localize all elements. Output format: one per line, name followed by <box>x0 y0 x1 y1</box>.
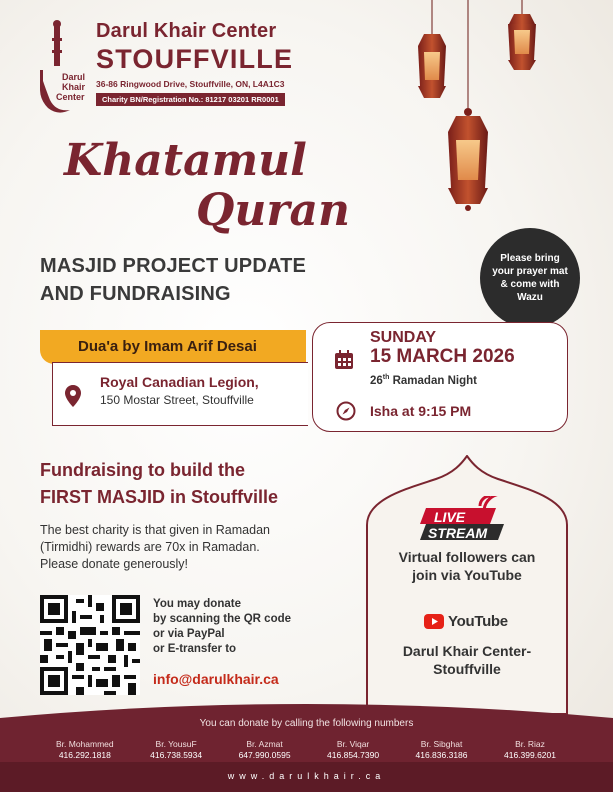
donate-email-link[interactable]: info@darulkhair.ca <box>153 671 279 687</box>
contact-item <box>239 739 291 761</box>
charity-number: Charity BN/Registration No.: 81217 03201 RR0001 <box>96 93 285 106</box>
prayer-time: Isha at 9:15 PM <box>370 403 472 419</box>
footer-caption: You can donate by calling the following numbers <box>199 718 414 729</box>
contact-name: Br. Viqar <box>336 739 370 749</box>
night-suffix: th <box>382 374 390 381</box>
venue-name: Royal Canadian Legion, <box>100 374 259 390</box>
event-date: 15 MARCH 2026 <box>370 346 515 367</box>
fundraising-body-line-2: (Tirmidhi) rewards are 70x in Ramadan. <box>40 540 260 554</box>
donate-instructions <box>153 597 291 657</box>
map-pin-icon <box>64 384 82 408</box>
contact-name: Br. Azmat <box>246 739 283 749</box>
subtitle <box>40 252 306 308</box>
website-link[interactable]: www.darulkhair.ca <box>227 771 386 781</box>
contact-item <box>150 739 202 761</box>
night-number: 26 <box>370 374 383 387</box>
event-day: SUNDAY <box>370 329 437 346</box>
contact-item <box>504 739 556 761</box>
contact-item <box>327 739 379 761</box>
virtual-followers-text <box>366 548 568 584</box>
virtual-line-2: join via YouTube <box>412 567 522 583</box>
fundraising-heading-line-1: Fundraising to build the <box>40 460 245 480</box>
contact-phone[interactable]: 416.836.3186 <box>415 750 468 760</box>
fundraising-body-line-3: Please donate generously! <box>40 557 189 571</box>
fundraising-heading <box>40 457 278 511</box>
donate-line-4: or E-transfer to <box>153 643 237 655</box>
youtube-label: YouTube <box>448 613 508 630</box>
channel-line-1: Darul Khair Center- <box>402 643 532 659</box>
contact-phone[interactable]: 647.990.0595 <box>238 750 291 760</box>
org-address: 36-86 Ringwood Drive, Stouffville, ON, L4A1C3 <box>96 79 285 89</box>
calendar-icon <box>334 350 354 370</box>
lantern-illustration <box>400 0 613 230</box>
prayer-mat-note: Please bring your prayer mat & come with Wazu <box>480 228 580 328</box>
ramadan-night <box>370 374 477 387</box>
contact-name: Br. YousuF <box>155 739 197 749</box>
contact-name: Br. Sibghat <box>420 739 463 749</box>
org-header <box>96 20 293 107</box>
fundraising-body <box>40 522 360 573</box>
contact-phone[interactable]: 416.738.5934 <box>150 750 203 760</box>
contact-phone[interactable]: 416.399.6201 <box>503 750 556 760</box>
stream-text: STREAM <box>428 525 488 541</box>
logo-mark <box>36 18 92 118</box>
logo-text-2: Khair <box>62 82 86 92</box>
dua-text: Dua'a by Imam Arif Desai <box>78 338 257 355</box>
contact-phone[interactable]: 416.292.1818 <box>58 750 111 760</box>
org-name: Darul Khair Center <box>96 20 277 42</box>
donate-line-1: You may donate <box>153 598 241 610</box>
live-stream-badge <box>420 496 516 542</box>
youtube-channel[interactable] <box>366 642 568 678</box>
subtitle-line-1: MASJID PROJECT UPDATE <box>40 255 307 277</box>
contact-item <box>416 739 468 761</box>
org-city: STOUFFVILLE <box>96 44 294 74</box>
contact-name: Br. Riaz <box>515 739 545 749</box>
fundraising-heading-line-2: FIRST MASJID in Stouffville <box>40 487 279 507</box>
venue-address: 150 Mostar Street, Stouffville <box>100 393 254 407</box>
contact-phone[interactable]: 416.854.7390 <box>327 750 380 760</box>
contact-item <box>56 739 114 761</box>
donation-qr-code[interactable] <box>40 595 140 695</box>
virtual-line-1: Virtual followers can <box>398 549 536 565</box>
title-quran: Quran <box>196 185 350 236</box>
donate-line-2: by scanning the QR code <box>153 613 292 625</box>
channel-line-2: Stouffville <box>433 661 501 677</box>
logo-text-1: Darul <box>62 72 86 82</box>
live-text: LIVE <box>434 509 466 525</box>
fundraising-body-line-1: The best charity is that given in Ramadan <box>40 523 270 537</box>
compass-icon <box>336 401 356 421</box>
title-khatamul: Khatamul <box>64 135 307 186</box>
subtitle-line-2: AND FUNDRAISING <box>40 283 231 305</box>
contact-name: Br. Mohammed <box>56 739 114 749</box>
logo-text-3: Center <box>56 92 85 102</box>
youtube-icon <box>424 614 444 629</box>
contact-list <box>56 739 556 761</box>
night-label: Ramadan Night <box>389 374 477 387</box>
donate-line-3: or via PayPal <box>153 628 225 640</box>
